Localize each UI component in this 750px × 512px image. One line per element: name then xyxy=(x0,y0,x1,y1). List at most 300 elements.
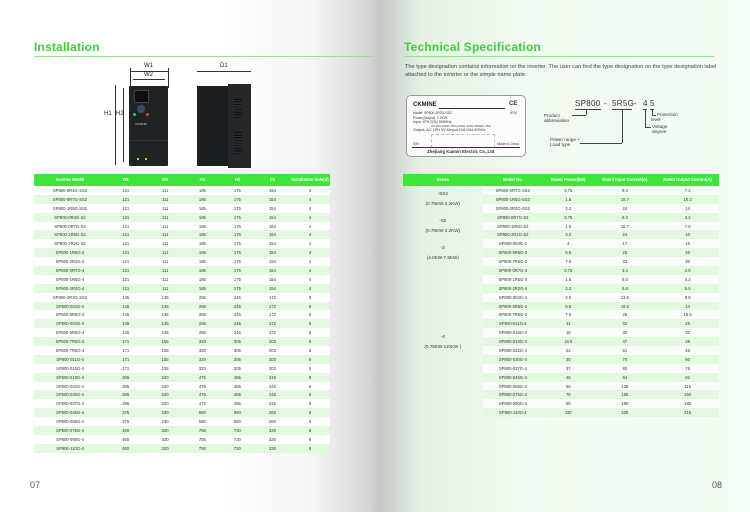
value-cell: 121 xyxy=(106,275,145,284)
value-cell: 111 xyxy=(145,213,184,222)
value-cell: 730 xyxy=(220,426,255,435)
page-number: 08 xyxy=(712,480,723,490)
value-cell: 185 xyxy=(185,213,220,222)
value-cell: 171 xyxy=(106,346,145,355)
series-name: -2 xyxy=(440,244,445,250)
d1-dimension-line xyxy=(197,71,251,72)
value-cell: 111 xyxy=(145,275,184,284)
value-cell: 6 xyxy=(290,382,330,391)
value-cell: 455 xyxy=(220,382,255,391)
value-cell: 110 xyxy=(543,408,593,417)
value-cell: 305 xyxy=(220,346,255,355)
value-cell: 230 xyxy=(145,408,184,417)
value-cell: 460 xyxy=(106,444,145,453)
title-rule xyxy=(404,56,714,57)
value-cell: 2.5 xyxy=(656,266,719,275)
value-cell: 203 xyxy=(255,364,290,373)
value-cell: 460 xyxy=(106,435,145,444)
ce-mark: CE xyxy=(509,101,518,107)
value-cell: 15 xyxy=(543,328,593,337)
value-cell: 2.2 xyxy=(543,230,593,239)
model-cell: SP800-0R7G-SS2 xyxy=(34,195,106,204)
value-cell: 32 xyxy=(656,328,719,337)
series-cell xyxy=(403,239,483,266)
nameplate-power: Power(Output): 2.2KW xyxy=(413,116,448,120)
col-header: Rated Power(kW) xyxy=(543,174,593,186)
value-cell: 220 xyxy=(145,399,184,408)
nameplate-output: Output: AC 1PH 0V-Uinput 10A 0Hz-400Hz xyxy=(413,128,486,132)
value-cell: 172 xyxy=(255,328,290,337)
value-cell: 245 xyxy=(220,310,255,319)
value-cell: 5.5 xyxy=(543,248,593,257)
value-cell: 5 xyxy=(290,364,330,373)
value-cell: 135 xyxy=(145,319,184,328)
table-row xyxy=(403,239,719,248)
value-cell: 455 xyxy=(220,390,255,399)
series-range: (0.75KW-2.2KW) xyxy=(425,228,461,233)
sn-field xyxy=(431,134,495,148)
model-cell: SP800-022G-4 xyxy=(483,346,544,355)
value-cell: 230 xyxy=(145,417,184,426)
value-cell: 154 xyxy=(255,239,290,248)
value-cell: 111 xyxy=(145,257,184,266)
value-cell: 4 xyxy=(290,284,330,293)
value-cell: 755 xyxy=(185,444,220,453)
model-cell: SP800-0R7G-4 xyxy=(34,266,106,275)
value-cell: 175 xyxy=(220,275,255,284)
value-cell: 145 xyxy=(106,319,145,328)
table-row xyxy=(34,399,330,408)
model-cell: SP800-1R5G-2 xyxy=(34,248,106,257)
value-cell: 320 xyxy=(185,346,220,355)
table-row xyxy=(34,239,330,248)
value-cell: 4 xyxy=(290,248,330,257)
warning-icon xyxy=(137,158,139,160)
series-name: -S2 xyxy=(439,218,447,223)
value-cell: 4 xyxy=(290,195,330,204)
page-number: 07 xyxy=(30,480,41,490)
model-cell: SP800-110G-4 xyxy=(483,408,544,417)
model-cell: SP800-1R5G-S2 xyxy=(34,230,106,239)
table-row xyxy=(34,310,330,319)
value-cell: 185 xyxy=(185,204,220,213)
value-cell: 320 xyxy=(185,355,220,364)
model-cell: SP800-2R2G-S2 xyxy=(34,239,106,248)
h1-dimension-line xyxy=(115,85,116,165)
table-row xyxy=(34,186,330,195)
description-text: The type designation contains information on the inverter. The user can find the type designation on the type designation label attached to the inverter or the simple name plate. xyxy=(405,64,717,78)
value-cell: 330 xyxy=(255,435,290,444)
value-cell: 154 xyxy=(255,248,290,257)
model-cell: SP800-011G-4 xyxy=(483,319,544,328)
model-cell: SP800-1R5G-SS2 xyxy=(483,195,544,204)
value-cell: 320 xyxy=(185,364,220,373)
value-cell: 3.4 xyxy=(594,266,657,275)
value-cell: 13.5 xyxy=(594,293,657,302)
col-header: Rated Input Current(A) xyxy=(594,174,657,186)
series-cell xyxy=(403,213,483,240)
value-cell: 4 xyxy=(290,275,330,284)
value-cell: 185 xyxy=(185,239,220,248)
value-cell: 295 xyxy=(106,399,145,408)
model-cell: SP800-090G-4 xyxy=(483,399,544,408)
model-cell: SP800-0R7G-S2 xyxy=(34,222,106,231)
value-cell: 60 xyxy=(656,355,719,364)
value-cell: 172 xyxy=(255,319,290,328)
code-separator: - xyxy=(604,99,607,108)
value-cell: 154 xyxy=(255,284,290,293)
value-cell: 755 xyxy=(185,435,220,444)
value-cell: 5.0 xyxy=(594,275,657,284)
value-cell: 475 xyxy=(185,373,220,382)
value-cell: 10.2 xyxy=(656,195,719,204)
model-cell: SP800-2R2G-SS2 xyxy=(34,293,106,302)
table-row xyxy=(34,275,330,284)
value-cell: 128 xyxy=(594,382,657,391)
value-cell: 265 xyxy=(255,408,290,417)
display-screen xyxy=(134,90,149,103)
model-cell: SP800-055G-4 xyxy=(483,382,544,391)
model-cell: SP800-004G-2 xyxy=(34,302,106,311)
value-cell: 5 xyxy=(290,328,330,337)
value-cell: 560 xyxy=(220,408,255,417)
h1-label: H1 xyxy=(104,111,112,117)
value-cell: 175 xyxy=(220,257,255,266)
value-cell: 5 xyxy=(290,319,330,328)
value-cell: 5 xyxy=(290,346,330,355)
model-cell: SP800-045G-4 xyxy=(34,408,106,417)
model-cell: SP800-0R7G-S2 xyxy=(483,213,544,222)
value-cell: 1.5 xyxy=(543,275,593,284)
model-cell: SP800-7R5G-2 xyxy=(34,337,106,346)
value-cell: 7.5 xyxy=(543,310,593,319)
model-cell: SP800-022G-4 xyxy=(34,382,106,391)
model-cell: SP800-055G-4 xyxy=(34,417,106,426)
value-cell: 121 xyxy=(106,204,145,213)
model-cell: SP800-1R5G-4 xyxy=(34,275,106,284)
value-cell: 150 xyxy=(656,390,719,399)
value-cell: 320 xyxy=(185,337,220,346)
value-cell: 8 xyxy=(290,435,330,444)
value-cell: 135 xyxy=(145,293,184,302)
value-cell: 11 xyxy=(543,319,593,328)
value-cell: 154 xyxy=(255,222,290,231)
value-cell: 175 xyxy=(220,248,255,257)
value-cell: 15.7 xyxy=(594,222,657,231)
inverter-side-view xyxy=(197,86,228,166)
model-cell: SP800-037G-4 xyxy=(34,399,106,408)
vent-grille xyxy=(234,132,242,154)
table-row xyxy=(34,230,330,239)
inverter-front-view xyxy=(129,86,168,166)
value-cell: 475 xyxy=(185,382,220,391)
value-cell: 121 xyxy=(106,248,145,257)
value-cell: 185 xyxy=(185,275,220,284)
value-cell: 135 xyxy=(145,328,184,337)
value-cell: 245 xyxy=(255,373,290,382)
table-row xyxy=(34,195,330,204)
value-cell: 580 xyxy=(185,417,220,426)
value-cell: 4 xyxy=(290,239,330,248)
value-cell: 190 xyxy=(594,399,657,408)
value-cell: 121 xyxy=(106,222,145,231)
nameplate-input-detail: AC 1PH 220V(-15%)-240V(+10%) 50/60Hz ±5% xyxy=(431,124,491,128)
stop-button-icon xyxy=(146,113,149,116)
code-separator: - xyxy=(634,99,637,108)
value-cell: 171 xyxy=(106,364,145,373)
value-cell: 154 xyxy=(255,204,290,213)
model-cell: SP800-2R2G-2 xyxy=(34,257,106,266)
label-power-range: Power range + Load type xyxy=(550,137,581,147)
model-cell: SP800-1R5G-S2 xyxy=(483,222,544,231)
table-header-row xyxy=(403,174,719,186)
value-cell: 4 xyxy=(290,213,330,222)
table-row xyxy=(34,417,330,426)
value-cell: 4 xyxy=(290,204,330,213)
value-cell: 15.7 xyxy=(594,195,657,204)
model-cell: SP800-5R5G-4 xyxy=(483,302,544,311)
model-cell: SP800-2R2G-SS2 xyxy=(483,204,544,213)
nameplate-model: Model: SP800-2R2G-SS2 xyxy=(413,111,452,115)
value-cell: 121 xyxy=(106,213,145,222)
value-cell: 135 xyxy=(145,302,184,311)
col-header: Installation hole(d) xyxy=(290,174,330,186)
model-cell: SP800-2R2G-4 xyxy=(34,284,106,293)
col-header: Rated Output Current(A) xyxy=(656,174,719,186)
model-cell: SP800-5R5G-4 xyxy=(34,328,106,337)
value-cell: 37 xyxy=(543,364,593,373)
value-cell: 255 xyxy=(185,328,220,337)
model-cell: SP800-075G-4 xyxy=(34,426,106,435)
value-cell: 9.3 xyxy=(594,213,657,222)
table-row xyxy=(34,382,330,391)
value-cell: 19.5 xyxy=(594,302,657,311)
model-cell: SP800-1R5G-4 xyxy=(483,275,544,284)
value-cell: 154 xyxy=(255,213,290,222)
value-cell: 4 xyxy=(290,230,330,239)
table-row xyxy=(34,337,330,346)
nameplate-label xyxy=(406,95,526,157)
model-cell: SP800-1R5G-SS2 xyxy=(34,204,106,213)
value-cell: 145 xyxy=(106,293,145,302)
table-row xyxy=(34,204,330,213)
value-cell: 330 xyxy=(255,426,290,435)
model-cell: SP800-015G-4 xyxy=(34,364,106,373)
value-cell: 4.0 xyxy=(543,293,593,302)
value-cell: 38 xyxy=(656,337,719,346)
value-cell: 24 xyxy=(594,230,657,239)
value-cell: 40 xyxy=(594,328,657,337)
value-cell: 330 xyxy=(255,444,290,453)
value-cell: 175 xyxy=(220,230,255,239)
value-cell: 47 xyxy=(594,337,657,346)
value-cell: 730 xyxy=(220,444,255,453)
connector-line xyxy=(645,127,651,128)
model-cell: SP800-004G-4 xyxy=(34,319,106,328)
series-name: -SS2 xyxy=(437,191,448,197)
model-cell: SP800-7R5G-2 xyxy=(483,257,544,266)
value-cell: 22 xyxy=(543,346,593,355)
value-cell: 25 xyxy=(594,248,657,257)
model-cell: SP800-0R4G-SS2 xyxy=(34,186,106,195)
code-power: 5R5G xyxy=(612,99,635,108)
value-cell: 121 xyxy=(106,239,145,248)
value-cell: 295 xyxy=(106,382,145,391)
w1-label: W1 xyxy=(144,63,153,69)
model-cell: SP800-030G-4 xyxy=(34,390,106,399)
connector-line xyxy=(586,109,587,115)
code-protection: 5 xyxy=(650,99,655,108)
value-cell: 0.75 xyxy=(543,186,593,195)
connector-line xyxy=(575,109,601,110)
w2-dimension-line xyxy=(133,79,165,80)
value-cell: 154 xyxy=(255,257,290,266)
col-header: H1 xyxy=(185,174,220,186)
value-cell: 9.3 xyxy=(594,186,657,195)
value-cell: 5 xyxy=(290,310,330,319)
panel-seam xyxy=(129,140,168,141)
value-cell: 185 xyxy=(185,284,220,293)
value-cell: 185 xyxy=(185,266,220,275)
value-cell: 5 xyxy=(290,293,330,302)
value-cell: 55 xyxy=(543,382,593,391)
model-cell: SP800-5R5G-2 xyxy=(34,310,106,319)
value-cell: 145 xyxy=(106,310,145,319)
value-cell: 1.5 xyxy=(543,222,593,231)
value-cell: 5.8 xyxy=(594,284,657,293)
value-cell: 6 xyxy=(290,417,330,426)
model-cell: SP800-2R2G-4 xyxy=(483,284,544,293)
table-header-row xyxy=(34,174,330,186)
label-product-abbreviation: Product abbreviation xyxy=(544,113,570,123)
series-cell xyxy=(403,266,483,417)
table-row xyxy=(403,186,719,195)
value-cell: 160 xyxy=(594,390,657,399)
value-cell: 245 xyxy=(220,319,255,328)
col-header: D1 xyxy=(255,174,290,186)
table-row xyxy=(34,373,330,382)
series-range: (4.0KW-7.5KW) xyxy=(426,254,459,260)
value-cell: 30 xyxy=(656,257,719,266)
model-cell: SP800-011G-4 xyxy=(34,355,106,364)
model-cell: SP800-090G-4 xyxy=(34,435,106,444)
table-row xyxy=(34,302,330,311)
model-cell: SP800-7R5G-4 xyxy=(34,346,106,355)
table-row xyxy=(34,222,330,231)
value-cell: 185 xyxy=(185,257,220,266)
value-cell: 455 xyxy=(220,373,255,382)
value-cell: 295 xyxy=(106,373,145,382)
value-cell: 185 xyxy=(185,248,220,257)
value-cell: 18.5 xyxy=(543,337,593,346)
value-cell: 255 xyxy=(185,302,220,311)
table-row xyxy=(34,328,330,337)
model-cell: SP800-2R2G-S2 xyxy=(483,230,544,239)
value-cell: 320 xyxy=(145,426,184,435)
value-cell: 155 xyxy=(145,364,184,373)
value-cell: 175 xyxy=(220,284,255,293)
table-row xyxy=(34,284,330,293)
warning-icon xyxy=(145,158,147,160)
value-cell: 7.5 xyxy=(543,257,593,266)
value-cell: 375 xyxy=(106,408,145,417)
model-cell: SP800-110G-4 xyxy=(34,444,106,453)
connector-line xyxy=(645,109,646,127)
value-cell: 80 xyxy=(594,364,657,373)
nameplate-input: Input: 1PH 220V 50/60Hz xyxy=(413,120,452,124)
col-header: W2 xyxy=(145,174,184,186)
value-cell: 755 xyxy=(185,426,220,435)
value-cell: 10 xyxy=(656,230,719,239)
value-cell: 5.5 xyxy=(543,302,593,311)
series-name: -4 xyxy=(440,333,445,339)
technical-specification-table xyxy=(403,174,719,417)
value-cell: 2.2 xyxy=(543,284,593,293)
value-cell: 171 xyxy=(106,355,145,364)
value-cell: 111 xyxy=(145,230,184,239)
value-cell: 94 xyxy=(594,373,657,382)
value-cell: 121 xyxy=(106,186,145,195)
value-cell: 121 xyxy=(106,266,145,275)
nameplate-rule xyxy=(412,147,520,148)
value-cell: 172 xyxy=(255,293,290,302)
value-cell: 320 xyxy=(145,435,184,444)
code-voltage: 4 xyxy=(643,99,648,108)
model-cell: SP800-5R5G-2 xyxy=(483,248,544,257)
value-cell: 245 xyxy=(220,302,255,311)
inverter-side-heatsink xyxy=(228,84,251,168)
value-cell: 203 xyxy=(255,346,290,355)
nameplate-brand: CKMINE xyxy=(413,102,437,108)
value-cell: 145 xyxy=(106,328,145,337)
value-cell: 121 xyxy=(106,257,145,266)
value-cell: 245 xyxy=(255,382,290,391)
value-cell: 4 xyxy=(290,257,330,266)
value-cell: 155 xyxy=(145,346,184,355)
model-cell: SP800-004G-4 xyxy=(483,293,544,302)
nameplate-sn: S/N xyxy=(413,142,419,146)
value-cell: 8 xyxy=(290,426,330,435)
value-cell: 245 xyxy=(220,328,255,337)
table-row xyxy=(34,319,330,328)
model-cell: SP800-015G-4 xyxy=(483,328,544,337)
value-cell: 255 xyxy=(185,293,220,302)
value-cell: 175 xyxy=(220,204,255,213)
value-cell: 115 xyxy=(656,382,719,391)
value-cell: 175 xyxy=(220,222,255,231)
value-cell: 33 xyxy=(594,257,657,266)
value-cell: 121 xyxy=(106,284,145,293)
value-cell: 475 xyxy=(185,390,220,399)
w1-extension-left xyxy=(130,68,131,88)
value-cell: 5 xyxy=(290,302,330,311)
value-cell: 111 xyxy=(145,204,184,213)
w1-extension-right xyxy=(168,68,169,88)
value-cell: 111 xyxy=(145,195,184,204)
value-cell: 111 xyxy=(145,248,184,257)
value-cell: 171 xyxy=(106,337,145,346)
nameplate-made-in: Made in China xyxy=(497,142,519,146)
value-cell: 203 xyxy=(255,355,290,364)
value-cell: 0.75 xyxy=(543,266,593,275)
value-cell: 475 xyxy=(185,399,220,408)
value-cell: 2.2 xyxy=(543,204,593,213)
value-cell: 45 xyxy=(543,373,593,382)
value-cell: 245 xyxy=(255,390,290,399)
value-cell: 0.75 xyxy=(543,213,593,222)
h2-label: H2 xyxy=(116,111,124,117)
value-cell: 4 xyxy=(290,222,330,231)
